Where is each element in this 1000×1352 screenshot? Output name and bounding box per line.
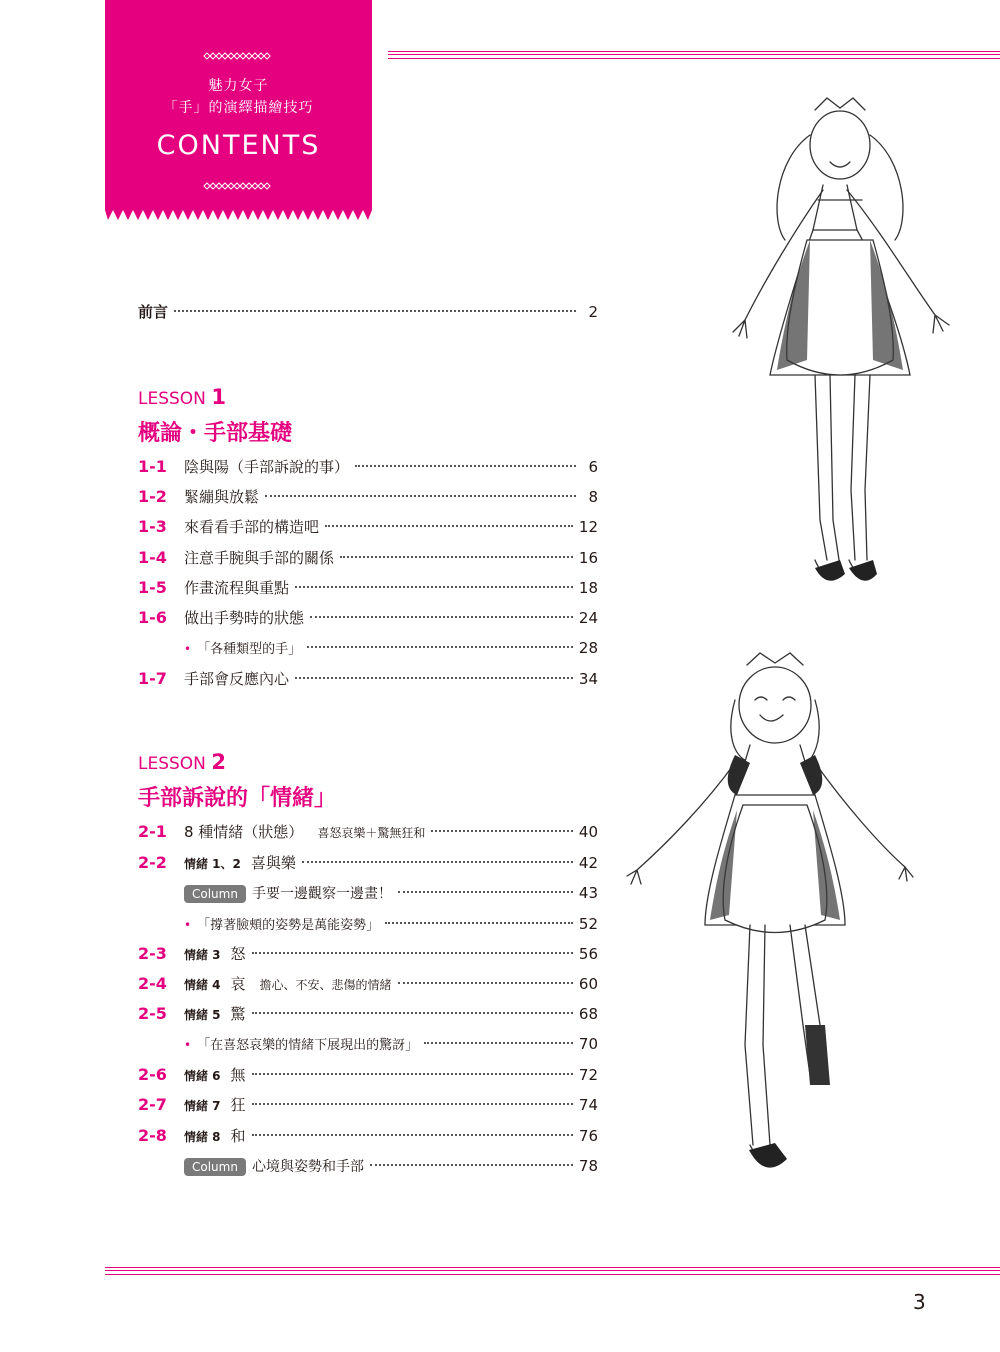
toc-entry[interactable]: 2-6 情緒 6 無 72 bbox=[138, 1065, 598, 1084]
diamond-ornament-icon bbox=[105, 52, 372, 60]
toc-entry[interactable]: 2-5 情緒 5 驚 68 bbox=[138, 1004, 598, 1023]
toc-entry[interactable]: 1-7 手部會反應內心 34 bbox=[138, 669, 598, 688]
lesson-label: LESSON 1 bbox=[138, 385, 226, 409]
bullet-icon: • bbox=[184, 918, 192, 932]
top-rule bbox=[388, 51, 1000, 59]
toc-subentry[interactable]: • 「在喜怒哀樂的情緒下展現出的驚訝」 70 bbox=[184, 1035, 598, 1053]
toc-preface[interactable] bbox=[138, 302, 598, 322]
lesson-title: 概論・手部基礎 bbox=[138, 421, 293, 446]
contents-title: CONTENTS bbox=[156, 130, 321, 161]
toc-entry[interactable]: 1-2 緊繃與放鬆 8 bbox=[138, 487, 598, 506]
page-ref: 2 bbox=[588, 303, 598, 321]
lesson-title: 手部訴說的「情緒」 bbox=[138, 786, 337, 811]
toc-entry[interactable]: 2-3 情緒 3 怒 56 bbox=[138, 944, 598, 963]
toc-entry[interactable]: 2-7 情緒 7 狂 74 bbox=[138, 1095, 598, 1114]
toc-column[interactable]: Column 手要一邊觀察一邊畫！ 43 bbox=[184, 883, 598, 904]
preface-label: 前言 bbox=[138, 303, 169, 321]
column-badge: Column bbox=[184, 885, 246, 903]
bullet-icon: • bbox=[184, 642, 192, 656]
toc-entry[interactable]: 1-3 來看看手部的構造吧 12 bbox=[138, 517, 598, 536]
toc-entry[interactable]: 1-5 作畫流程與重點 18 bbox=[138, 578, 598, 597]
bullet-icon: • bbox=[184, 1038, 192, 1052]
column-badge: Column bbox=[184, 1158, 246, 1176]
toc-column[interactable]: Column 心境與姿勢和手部 78 bbox=[184, 1156, 598, 1177]
toc-subentry[interactable]: • 「各種類型的手」 28 bbox=[184, 639, 598, 657]
toc-entry[interactable]: 1-4 注意手腕與手部的關係 16 bbox=[138, 548, 598, 567]
toc-entry[interactable]: 1-6 做出手勢時的狀態 24 bbox=[138, 608, 598, 627]
leader-dots bbox=[174, 310, 576, 312]
toc-entry[interactable]: 2-1 8 種情緒（狀態） 喜怒哀樂＋驚無狂和 40 bbox=[138, 822, 598, 841]
toc-subentry[interactable]: • 「撐著臉頰的姿勢是萬能姿勢」 52 bbox=[184, 915, 598, 933]
toc-entry[interactable]: 1-1 陰與陽（手部訴說的事） 6 bbox=[138, 457, 598, 476]
lesson-label: LESSON 2 bbox=[138, 750, 226, 774]
zigzag-edge bbox=[105, 209, 372, 220]
toc-entry[interactable]: 2-4 情緒 4 哀 擔心、不安、悲傷的情緒 60 bbox=[138, 974, 598, 993]
bottom-rule bbox=[105, 1267, 1000, 1275]
toc-entry[interactable]: 2-2 情緒 1、2 喜與樂 42 bbox=[138, 853, 598, 872]
toc-entry[interactable]: 2-8 情緒 8 和 76 bbox=[138, 1126, 598, 1145]
maid-illustration-1 bbox=[715, 90, 965, 610]
page-number: 3 bbox=[913, 1290, 926, 1314]
diamond-ornament-icon bbox=[105, 182, 372, 190]
book-subtitle-line2: 「手」的演繹描繪技巧 bbox=[163, 100, 314, 116]
book-subtitle-line1: 魅力女子 bbox=[208, 78, 269, 94]
maid-illustration-2 bbox=[625, 645, 915, 1205]
contents-banner bbox=[105, 0, 372, 210]
